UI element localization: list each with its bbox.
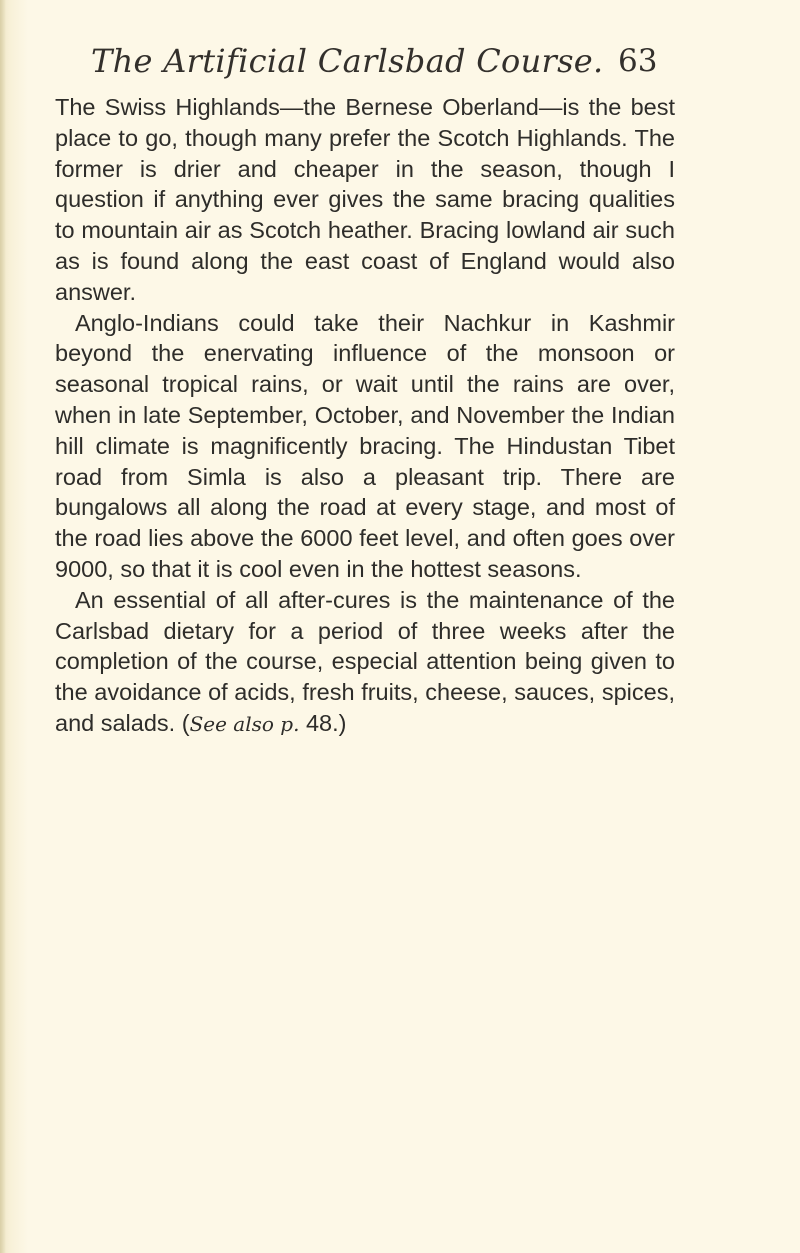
reference-open-paren: ( — [181, 709, 190, 736]
paragraph-text: The Swiss Highlands—the Bernese Oberland—is the best place to go, though many prefer the Scotch Highlands. The former is drier and cheaper in the season, though I question if anything ever gives the same bracing qualities to mountain air as Scotch heather. Bracing lowland air such as is found along the east coast of England would also answer. — [55, 94, 675, 305]
body-text — [55, 92, 675, 740]
paragraph-anglo-indians — [55, 308, 675, 585]
running-head — [91, 36, 691, 86]
cross-reference — [182, 710, 347, 736]
paragraph-swiss-highlands — [55, 92, 675, 308]
running-head-title: The Artificial Carlsbad Course. — [91, 42, 604, 80]
paragraph-after-cures — [55, 585, 675, 740]
page-number: 63 — [618, 43, 658, 79]
reference-italic-text: See also p. — [189, 711, 300, 736]
page-gutter-shadow — [0, 0, 6, 1253]
paragraph-text: Anglo-Indians could take their Nachkur in Kashmir beyond the enervating influence of the monsoon or seasonal tropical rains, or wait until the rains are over, when in late September, October, and November the Indian hill climate is magnificently bracing. The Hindustan Tibet road from Simla is also a pleasant trip. There are bungalows all along the road at every stage, and most of the road lies above the 6000 feet level, and often goes over 9000, so that it is cool even in the hottest seasons. — [55, 309, 675, 582]
reference-page: 48.) — [299, 709, 347, 736]
paragraph-text: An essential of all after-cures is the maintenance of the Carlsbad dietary for a period of three weeks after the completion of the course, especial attention being given to the avoidance of acids, fresh fruits, cheese, sauces, spices, and salads. — [55, 586, 675, 736]
